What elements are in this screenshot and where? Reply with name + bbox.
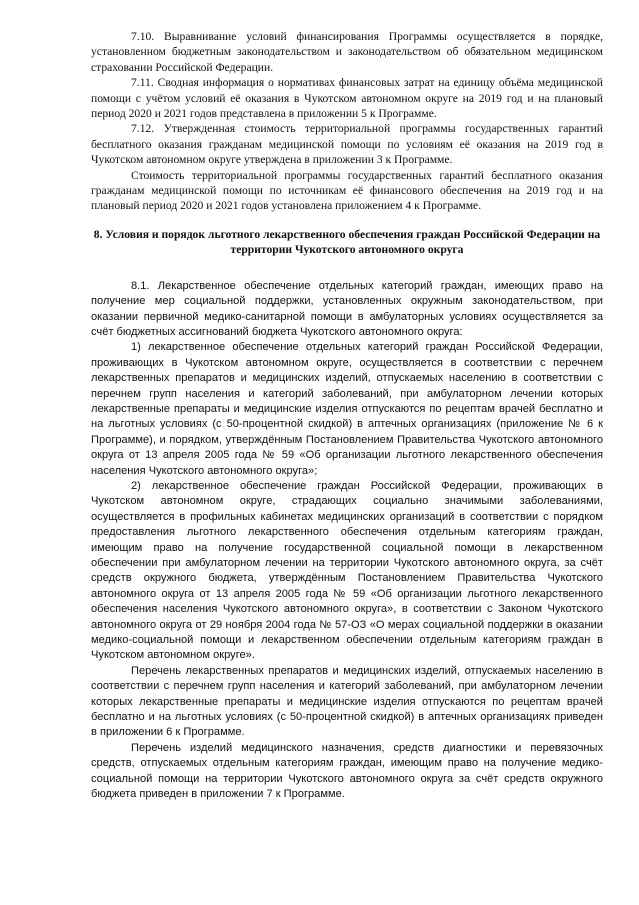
- paragraph-7-11: 7.11. Сводная информация о нормативах финансовых затрат на единицу объёма медицинской помощи с учётом условий её оказания в Чукотском автономном округе на 2019 год и на плановый период 2020 и 2021 годов представлена в приложении 5 к Программе.: [91, 76, 603, 121]
- paragraph-7-10: 7.10. Выравнивание условий финансирования Программы осуществляется в порядке, установленном бюджетным законодательством и законодательством об обязательном медицинском страховании Российской Федерации.: [91, 30, 603, 74]
- paragraph-drug-list: Перечень лекарственных препаратов и медицинских изделий, отпускаемых населению в соответствии с перечнем групп населения и категорий заболеваний, при амбулаторном лечении которых лекарственные препараты и медицинские изделия отпускаются по рецептам врачей бесплатно и на льготных условиях (с 50-процентной скидкой) в аптечных организациях приведен в приложении 6 к Программе.: [91, 664, 603, 739]
- paragraph-7-12: 7.12. Утвержденная стоимость территориальной программы государственных гарантий бесплатного оказания гражданам медицинской помощи по условиям её оказания на 2019 год в Чукотском автономном округе утверждена в приложении 3 к Программе.: [91, 122, 603, 167]
- list-item-2: 2) лекарственное обеспечение граждан Российской Федерации, проживающих в Чукотском автономном округе, страдающих социально значимыми заболеваниями, осуществляется в профильных кабинетах медицинских организаций в соответствии с порядком предоставления льготного лекарственного обеспечения отдельным категориям граждан, имеющим право на получение государственной социальной помощи в лекарственном обеспечении при амбулаторном лечении на территории Чукотского автономного округа, за счёт средств окружного бюджета, утверждённым Постановлением Правительства Чукотского автономного округа от 13 апреля 2005 года № 59 «Об организации льготного лекарственного обеспечения населения Чукотского автономного округа», в соответствии с Законом Чукотского автономного округа от 29 ноября 2004 года № 57-ОЗ «О мерах социальной поддержки в оказании медико-социальной помощи и лекарственном обеспечении отдельным категориям граждан в Чукотском автономном округе».: [91, 479, 603, 662]
- section-8-body: [91, 279, 603, 803]
- section-8-heading: 8. Условия и порядок льготного лекарственного обеспечения граждан Российской Федерации на территории Чукотского автономного округа: [93, 227, 601, 257]
- paragraph-medical-products-list: Перечень изделий медицинского назначения, средств диагностики и перевязочных средств, отпускаемых отдельным категориям граждан, имеющим право на получение медико-социальной помощи на территории Чукотского автономного округа за счёт средств окружного бюджета приведен в приложении 7 к Программе.: [91, 741, 603, 801]
- document-page: [91, 29, 603, 803]
- paragraph-8-1: 8.1. Лекарственное обеспечение отдельных категорий граждан, имеющих право на получение мер социальной поддержки, установленных окружным законодательством, при оказании первичной медико-санитарной помощи в амбулаторных условиях осуществляется за счёт бюджетных ассигнований бюджета Чукотского автономного округа:: [91, 279, 603, 338]
- list-item-1: 1) лекарственное обеспечение отдельных категорий граждан Российской Федерации, проживающих в Чукотском автономном округе, осуществляется в соответствии с перечнем лекарственных препаратов и медицинских изделий, отпускаемых населению в соответствии с перечнем групп населения и категорий заболеваний, при амбулаторном лечении которых лекарственные препараты и медицинские изделия отпускаются по рецептам врачей бесплатно и на льготных условиях (с 50-процентной скидкой) в аптечных организациях (приложение № 6 к Программе), и порядком, утверждённым Постановлением Правительства Чукотского автономного округа от 13 апреля 2005 года № 59 «Об организации льготного лекарственного обеспечения населения Чукотского автономного округа»;: [91, 341, 603, 477]
- paragraph-program-cost: Стоимость территориальной программы государственных гарантий бесплатного оказания гражданам медицинской помощи по источникам её финансового обеспечения на 2019 год и на плановый период 2020 и 2021 годов установлена приложением 4 к Программе.: [91, 168, 603, 213]
